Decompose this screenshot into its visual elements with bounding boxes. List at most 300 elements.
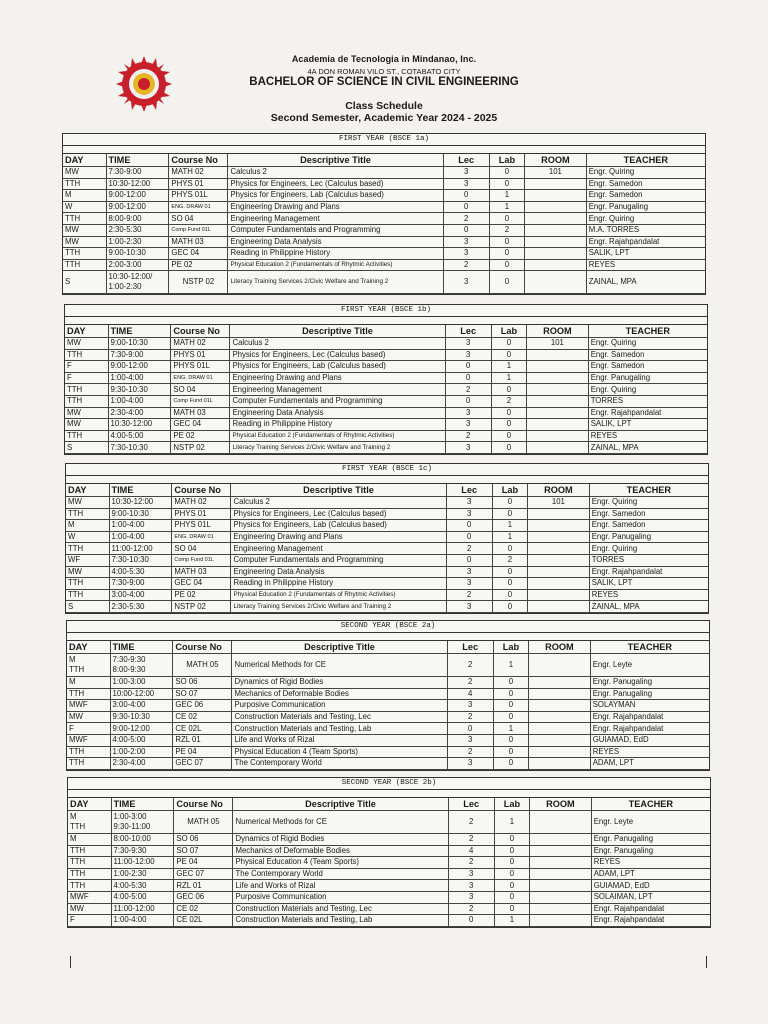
table-row <box>63 167 705 179</box>
cell-room <box>525 201 587 213</box>
table-row <box>65 338 707 350</box>
cell-course: MATH 03 <box>169 236 228 248</box>
cell-lec: 3 <box>445 442 491 454</box>
cell-lab: 1 <box>492 531 527 543</box>
table-row <box>63 190 705 202</box>
cell-time: 1:00-4:00 <box>108 372 171 384</box>
cell-lec: 3 <box>448 868 494 880</box>
table-row <box>65 349 707 361</box>
cell-day: TTH <box>68 857 111 869</box>
cell-desc: Reading in Philippine History <box>230 419 445 431</box>
cell-lec: 3 <box>446 508 492 520</box>
cell-lec: 2 <box>447 711 493 723</box>
cell-course: MATH 02 <box>171 338 230 350</box>
column-header-time: TIME <box>109 484 172 497</box>
cell-desc: Physics for Engineers, Lec (Calculus based) <box>230 349 445 361</box>
table-row <box>66 554 708 566</box>
cell-lab: 0 <box>493 711 528 723</box>
cell-desc: Literacy Training Services 2/Civic Welfare and Training 2 <box>228 271 443 294</box>
cell-room <box>528 508 590 520</box>
table-row <box>68 857 710 869</box>
table-row <box>65 430 707 442</box>
section-title: FIRST YEAR (BSCE 1b) <box>65 305 707 317</box>
cell-course: CE 02L <box>174 915 233 927</box>
cell-lab: 0 <box>494 845 529 857</box>
schedule-section <box>62 133 706 295</box>
cell-room <box>529 734 591 746</box>
cell-course: ENG. DRAW 01 <box>169 201 228 213</box>
cell-lec: 3 <box>445 349 491 361</box>
institution-address: 4A DON ROMAN VILO ST., COTABATO CITY <box>307 67 461 76</box>
cell-course: SO 07 <box>174 845 233 857</box>
cell-day: M <box>66 520 109 532</box>
cell-lec: 0 <box>446 531 492 543</box>
section-title: FIRST YEAR (BSCE 1a) <box>63 134 705 146</box>
cell-course: ENG. DRAW 01 <box>171 372 230 384</box>
schedule-title: Class Schedule <box>345 100 423 112</box>
cell-lab: 0 <box>492 497 527 509</box>
table-row <box>67 700 709 712</box>
table-row <box>68 880 710 892</box>
column-header-lec: Lec <box>447 641 493 654</box>
cell-lab: 0 <box>489 167 524 179</box>
cell-desc: Construction Materials and Testing, Lec <box>233 903 448 915</box>
column-header-desc: Descriptive Title <box>232 641 447 654</box>
cell-desc: Calculus 2 <box>230 338 445 350</box>
cell-room <box>529 654 591 677</box>
table-row <box>63 259 705 271</box>
column-header-lab: Lab <box>489 154 524 167</box>
cell-teacher: ADAM, LPT <box>590 758 709 770</box>
cell-time: 7:30-9:30 <box>111 845 174 857</box>
cell-teacher: ZAINAL, MPA <box>588 442 707 454</box>
column-header-lab: Lab <box>492 484 527 497</box>
column-header-course: Course No <box>173 641 232 654</box>
cell-time: 9:00-12:00 <box>108 361 171 373</box>
cell-course: NSTP 02 <box>171 442 230 454</box>
cell-lec: 3 <box>445 407 491 419</box>
cell-teacher: Engr. Panugaling <box>588 372 707 384</box>
cell-desc: Physical Education 2 (Fundamentals of Rhytmic Activities) <box>228 259 443 271</box>
cell-lec: 0 <box>443 224 489 236</box>
column-header-teacher: TEACHER <box>591 798 710 811</box>
cell-teacher: REYES <box>586 259 705 271</box>
table-row <box>63 224 705 236</box>
cell-course: NSTP 02 <box>172 601 231 613</box>
cell-teacher: TORRES <box>589 554 708 566</box>
cell-desc: Engineering Drawing and Plans <box>228 201 443 213</box>
cell-teacher: Engr. Rajahpandalat <box>588 407 707 419</box>
cell-desc: Engineering Data Analysis <box>228 236 443 248</box>
cell-lab: 0 <box>489 271 524 294</box>
cell-lab: 1 <box>491 361 526 373</box>
cell-lec: 3 <box>446 578 492 590</box>
section-title: FIRST YEAR (BSCE 1c) <box>66 464 708 476</box>
cell-day: W <box>66 531 109 543</box>
cell-time: 2:30-4:00 <box>110 758 173 770</box>
table-header-row <box>67 641 709 654</box>
cell-desc: Purposive Communication <box>233 891 448 903</box>
cell-time: 1:00-4:00 <box>108 395 171 407</box>
cell-teacher: SOLAYMAN <box>590 700 709 712</box>
cell-lec: 3 <box>443 271 489 294</box>
cell-room <box>529 711 591 723</box>
cell-time: 9:00-10:30 <box>106 248 169 260</box>
schedule-section <box>65 463 709 614</box>
cell-lab: 1 <box>493 654 528 677</box>
column-header-room: ROOM <box>530 798 592 811</box>
cell-lab: 0 <box>494 891 529 903</box>
column-header-teacher: TEACHER <box>588 325 707 338</box>
cell-teacher: SOLAIMAN, LPT <box>591 891 710 903</box>
cell-lec: 2 <box>446 543 492 555</box>
cell-day: MW <box>65 419 108 431</box>
cell-lec: 2 <box>448 834 494 846</box>
cell-lec: 0 <box>445 395 491 407</box>
scan-mark <box>70 956 71 968</box>
cell-room <box>527 395 589 407</box>
cell-lab: 0 <box>494 880 529 892</box>
cell-desc: Mechanics of Deformable Bodies <box>232 688 447 700</box>
section-spacer <box>63 146 705 154</box>
cell-day: MW <box>63 236 106 248</box>
cell-desc: Purposive Communication <box>232 700 447 712</box>
table-row <box>65 407 707 419</box>
cell-time: 1:00-2:00 <box>110 746 173 758</box>
table-header-row <box>68 798 710 811</box>
column-header-desc: Descriptive Title <box>233 798 448 811</box>
table-header-row <box>63 154 705 167</box>
cell-time: 10:30-12:00/ 1:00-2:30 <box>106 271 169 294</box>
cell-course: PHYS 01 <box>172 508 231 520</box>
cell-time: 7:30-9:30 8:00-9:30 <box>110 654 173 677</box>
table-row <box>63 271 705 294</box>
cell-room <box>525 259 587 271</box>
cell-day: F <box>65 361 108 373</box>
cell-lab: 0 <box>491 349 526 361</box>
column-header-desc: Descriptive Title <box>231 484 446 497</box>
cell-room <box>527 361 589 373</box>
cell-lab: 2 <box>491 395 526 407</box>
section-spacer <box>67 633 709 641</box>
cell-course: GEC 04 <box>169 248 228 260</box>
cell-lec: 0 <box>446 520 492 532</box>
cell-course: MATH 03 <box>171 407 230 419</box>
cell-desc: Calculus 2 <box>231 497 446 509</box>
cell-course: PE 02 <box>172 589 231 601</box>
table-row <box>66 589 708 601</box>
schedule-table <box>67 641 709 770</box>
cell-time: 1:00-3:00 <box>110 677 173 689</box>
cell-day: TTH <box>63 259 106 271</box>
cell-course: GEC 06 <box>174 891 233 903</box>
cell-time: 3:00-4:00 <box>110 700 173 712</box>
table-header-row <box>66 484 708 497</box>
cell-day: W <box>63 201 106 213</box>
cell-lab: 0 <box>493 688 528 700</box>
table-row <box>68 915 710 927</box>
schedule-table <box>65 325 707 454</box>
cell-course: SO 04 <box>169 213 228 225</box>
cell-time: 4:00-5:30 <box>109 566 172 578</box>
program-title: BACHELOR OF SCIENCE IN CIVIL ENGINEERING <box>249 76 519 88</box>
cell-day: S <box>66 601 109 613</box>
cell-day: F <box>65 372 108 384</box>
cell-desc: Computer Fundamentals and Programming <box>231 554 446 566</box>
cell-room <box>525 271 587 294</box>
cell-time: 3:00-4:00 <box>109 589 172 601</box>
cell-course: ENG. DRAW 01 <box>172 531 231 543</box>
table-row <box>65 372 707 384</box>
table-row <box>68 834 710 846</box>
cell-lab: 0 <box>494 868 529 880</box>
cell-teacher: Engr. Panugaling <box>590 688 709 700</box>
cell-time: 11:00-12:00 <box>111 903 174 915</box>
cell-desc: Engineering Management <box>228 213 443 225</box>
cell-time: 1:00-3:00 9:30-11:00 <box>111 811 174 834</box>
cell-room <box>528 543 590 555</box>
cell-lec: 2 <box>447 677 493 689</box>
cell-lab: 0 <box>492 508 527 520</box>
cell-lec: 4 <box>448 845 494 857</box>
cell-course: RZL 01 <box>174 880 233 892</box>
cell-day: TTH <box>68 880 111 892</box>
cell-lab: 1 <box>491 372 526 384</box>
cell-course: PHYS 01 <box>169 178 228 190</box>
cell-teacher: Engr. Panugaling <box>586 201 705 213</box>
cell-day: MWF <box>67 700 110 712</box>
cell-lec: 0 <box>443 201 489 213</box>
cell-lec: 3 <box>445 338 491 350</box>
cell-course: SO 04 <box>172 543 231 555</box>
cell-teacher: REYES <box>591 857 710 869</box>
table-header-row <box>65 325 707 338</box>
cell-lec: 3 <box>448 891 494 903</box>
cell-teacher: Engr. Samedon <box>586 190 705 202</box>
cell-desc: Computer Fundamentals and Programming <box>228 224 443 236</box>
column-header-lec: Lec <box>443 154 489 167</box>
column-header-lec: Lec <box>446 484 492 497</box>
cell-time: 11:00-12:00 <box>109 543 172 555</box>
column-header-room: ROOM <box>528 484 590 497</box>
cell-time: 10:30-12:00 <box>108 419 171 431</box>
cell-desc: Numerical Methods for CE <box>233 811 448 834</box>
cell-day: TTH <box>67 758 110 770</box>
cell-lab: 0 <box>493 746 528 758</box>
cell-time: 7:30-9:00 <box>106 167 169 179</box>
cell-course: GEC 06 <box>173 700 232 712</box>
schedule-section <box>66 620 710 771</box>
cell-day: TTH <box>65 384 108 396</box>
cell-lec: 2 <box>448 857 494 869</box>
cell-lab: 0 <box>492 578 527 590</box>
cell-teacher: Engr. Panugaling <box>591 845 710 857</box>
cell-lab: 1 <box>489 201 524 213</box>
cell-lab: 0 <box>492 543 527 555</box>
cell-time: 8:00-10:00 <box>111 834 174 846</box>
cell-room: 101 <box>527 338 589 350</box>
column-header-time: TIME <box>110 641 173 654</box>
table-row <box>66 543 708 555</box>
column-header-lab: Lab <box>493 641 528 654</box>
cell-room <box>528 554 590 566</box>
cell-teacher: Engr. Leyte <box>590 654 709 677</box>
table-row <box>66 520 708 532</box>
cell-room <box>530 845 592 857</box>
cell-course: PE 04 <box>173 746 232 758</box>
column-header-lab: Lab <box>494 798 529 811</box>
cell-room <box>527 372 589 384</box>
cell-teacher: GUIAMAD, EdD <box>590 734 709 746</box>
cell-room <box>529 723 591 735</box>
cell-room <box>525 236 587 248</box>
cell-lec: 3 <box>447 734 493 746</box>
cell-time: 2:00-3:00 <box>106 259 169 271</box>
cell-day: M TTH <box>67 654 110 677</box>
cell-lab: 0 <box>492 566 527 578</box>
cell-day: TTH <box>66 508 109 520</box>
cell-time: 9:00-10:30 <box>108 338 171 350</box>
cell-room <box>530 915 592 927</box>
cell-lec: 2 <box>446 589 492 601</box>
cell-time: 4:00-5:00 <box>110 734 173 746</box>
column-header-day: DAY <box>63 154 106 167</box>
cell-lec: 2 <box>447 746 493 758</box>
cell-desc: Physics for Engineers, Lab (Calculus based) <box>231 520 446 532</box>
cell-course: RZL 01 <box>173 734 232 746</box>
cell-time: 7:30-10:30 <box>108 442 171 454</box>
table-row <box>65 384 707 396</box>
cell-desc: Engineering Data Analysis <box>230 407 445 419</box>
cell-day: TTH <box>65 430 108 442</box>
cell-course: Comp Fund 01L <box>171 395 230 407</box>
cell-teacher: Engr. Samedon <box>586 178 705 190</box>
cell-desc: Dynamics of Rigid Bodies <box>232 677 447 689</box>
cell-teacher: Engr. Quiring <box>588 384 707 396</box>
cell-desc: Engineering Drawing and Plans <box>230 372 445 384</box>
cell-desc: Construction Materials and Testing, Lab <box>233 915 448 927</box>
cell-room <box>528 578 590 590</box>
cell-course: PE 04 <box>174 857 233 869</box>
cell-teacher: Engr. Quiring <box>589 497 708 509</box>
cell-time: 7:30-10:30 <box>109 554 172 566</box>
cell-day: TTH <box>68 868 111 880</box>
cell-desc: Dynamics of Rigid Bodies <box>233 834 448 846</box>
cell-lab: 1 <box>492 520 527 532</box>
cell-teacher: Engr. Panugaling <box>589 531 708 543</box>
cell-teacher: ZAINAL, MPA <box>589 601 708 613</box>
cell-lec: 2 <box>448 811 494 834</box>
column-header-time: TIME <box>111 798 174 811</box>
cell-course: Comp Fund 01L <box>172 554 231 566</box>
cell-day: TTH <box>66 578 109 590</box>
table-row <box>63 236 705 248</box>
cell-teacher: Engr. Rajahpandalat <box>590 723 709 735</box>
cell-teacher: Engr. Panugaling <box>591 834 710 846</box>
cell-desc: Physics for Engineers, Lab (Calculus based) <box>228 190 443 202</box>
cell-day: MW <box>66 566 109 578</box>
cell-lab: 1 <box>494 811 529 834</box>
column-header-course: Course No <box>174 798 233 811</box>
cell-desc: Physical Education 4 (Team Sports) <box>232 746 447 758</box>
table-row <box>66 566 708 578</box>
cell-desc: Mechanics of Deformable Bodies <box>233 845 448 857</box>
cell-lec: 4 <box>447 688 493 700</box>
cell-time: 1:00-2:30 <box>106 236 169 248</box>
cell-lec: 3 <box>447 758 493 770</box>
cell-lec: 0 <box>445 372 491 384</box>
cell-lec: 0 <box>448 915 494 927</box>
cell-lab: 0 <box>493 734 528 746</box>
cell-room <box>530 857 592 869</box>
cell-course: PHYS 01L <box>171 361 230 373</box>
cell-teacher: Engr. Rajahpandalat <box>590 711 709 723</box>
table-row <box>66 578 708 590</box>
cell-day: TTH <box>63 213 106 225</box>
table-row <box>66 497 708 509</box>
cell-time: 9:00-10:30 <box>109 508 172 520</box>
cell-time: 10:00-12:00 <box>110 688 173 700</box>
column-header-time: TIME <box>106 154 169 167</box>
cell-day: TTH <box>66 543 109 555</box>
column-header-course: Course No <box>171 325 230 338</box>
cell-lab: 0 <box>493 700 528 712</box>
cell-teacher: Engr. Panugaling <box>590 677 709 689</box>
column-header-day: DAY <box>67 641 110 654</box>
cell-day: MW <box>65 338 108 350</box>
cell-lab: 0 <box>492 601 527 613</box>
cell-time: 4:00-5:00 <box>108 430 171 442</box>
cell-course: MATH 02 <box>169 167 228 179</box>
cell-room <box>527 349 589 361</box>
table-row <box>67 654 709 677</box>
cell-course: SO 07 <box>173 688 232 700</box>
table-row <box>68 811 710 834</box>
table-row <box>67 746 709 758</box>
cell-teacher: Engr. Quiring <box>586 213 705 225</box>
cell-time: 7:30-9:00 <box>108 349 171 361</box>
column-header-course: Course No <box>172 484 231 497</box>
table-row <box>68 903 710 915</box>
cell-course: PHYS 01L <box>172 520 231 532</box>
cell-room <box>528 601 590 613</box>
cell-teacher: Engr. Rajahpandalat <box>591 915 710 927</box>
cell-teacher: Engr. Samedon <box>589 520 708 532</box>
table-row <box>66 531 708 543</box>
cell-course: MATH 02 <box>172 497 231 509</box>
cell-time: 9:30-10:30 <box>110 711 173 723</box>
cell-day: MWF <box>68 891 111 903</box>
cell-room <box>525 178 587 190</box>
cell-lec: 3 <box>445 419 491 431</box>
cell-lab: 0 <box>493 758 528 770</box>
cell-room <box>527 419 589 431</box>
cell-lec: 2 <box>448 903 494 915</box>
semester-title: Second Semester, Academic Year 2024 - 2025 <box>270 112 498 124</box>
cell-lab: 0 <box>491 338 526 350</box>
cell-lab: 0 <box>491 419 526 431</box>
cell-room <box>530 891 592 903</box>
cell-day: F <box>67 723 110 735</box>
cell-lab: 1 <box>493 723 528 735</box>
cell-lec: 3 <box>446 497 492 509</box>
cell-teacher: Engr. Quiring <box>586 167 705 179</box>
table-row <box>67 677 709 689</box>
cell-day: MW <box>65 407 108 419</box>
cell-teacher: M.A. TORRES <box>586 224 705 236</box>
cell-room <box>529 746 591 758</box>
table-row <box>68 868 710 880</box>
